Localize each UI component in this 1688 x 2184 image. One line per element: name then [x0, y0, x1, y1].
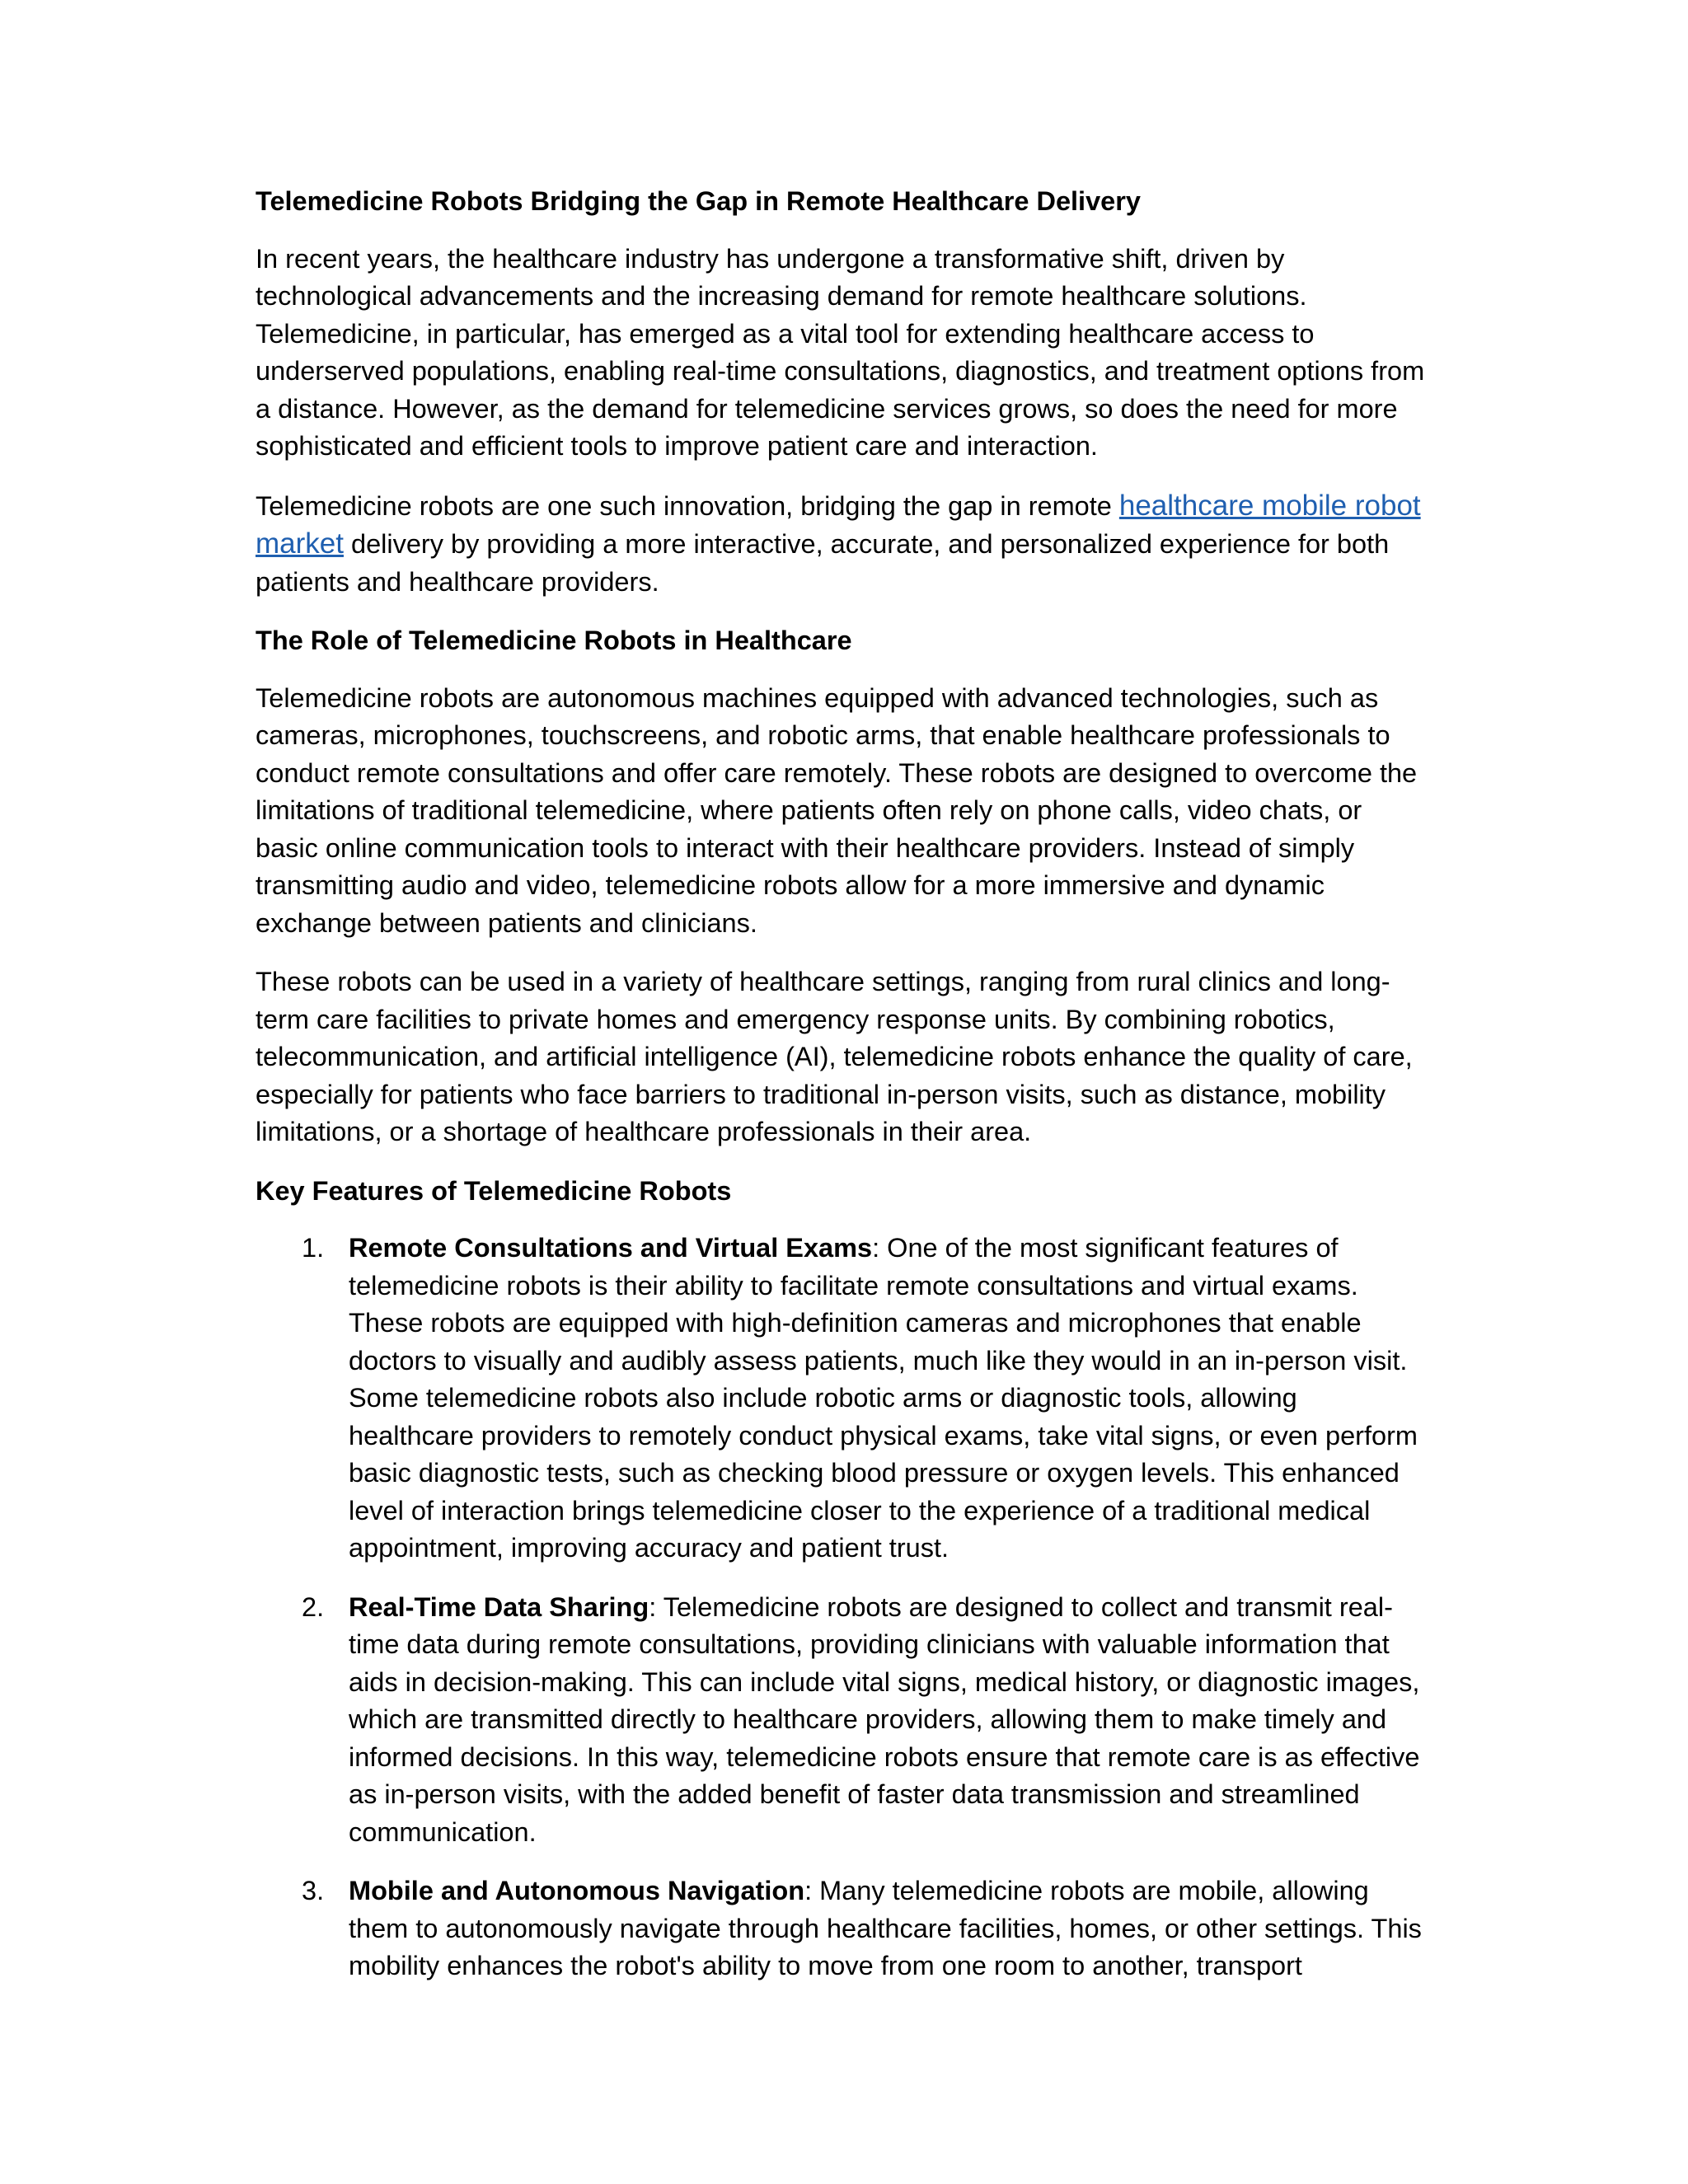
list-item-term: Real-Time Data Sharing — [349, 1591, 649, 1622]
list-item — [256, 1589, 1426, 1852]
role-section-heading: The Role of Telemedicine Robots in Healthcare — [256, 626, 852, 655]
intro-paragraph-2 — [256, 487, 1426, 602]
list-item — [256, 1872, 1426, 1985]
list-item-term: Mobile and Autonomous Navigation — [349, 1876, 805, 1905]
features-section-heading: Key Features of Telemedicine Robots — [256, 1175, 732, 1206]
list-item-text: : Telemedicine robots are designed to collect and transmit real-time data during remote consultations, providing clinicians with valuable information that aids in decision-making. This can include vital signs, medical history, or diagnostic images, which are transmitted directly to healthcare providers, allowing them to make timely and informed decisions. In this way, telemedicine robots ensure that remote care is as effective as in-person visits, with the added benefit of faster data transmission and streamlined communication. — [349, 1591, 1420, 1847]
list-item-number: 2. — [302, 1591, 325, 1622]
list-item-number: 3. — [302, 1876, 325, 1905]
list-item-text: : One of the most significant features of telemedicine robots is their ability to facilitate remote consultations and virtual exams. These robots are equipped with high-definition cameras and microphones that enable doctors to visually and audibly assess patients, much like they would in an in-person visit. Some telemedicine robots also include robotic arms or diagnostic tools, allowing healthcare providers to remotely conduct physical exams, take vital signs, or even perform basic diagnostic tests, such as checking blood pressure or oxygen levels. This enhanced level of interaction brings telemedicine closer to the experience of a traditional medical appointment, improving accuracy and patient trust. — [349, 1233, 1418, 1563]
features-list — [256, 1230, 1426, 1985]
intro-paragraph-2-lead: Telemedicine robots are one such innovation, bridging the gap in remote — [256, 490, 1119, 521]
list-item-term: Remote Consultations and Virtual Exams — [349, 1233, 873, 1263]
intro-paragraph-1: In recent years, the healthcare industry has undergone a transformative shift, driven by technological advancements and the increasing demand for remote healthcare solutions. Telemedicine, in particular, has emerged as a vital tool for extending healthcare access to underserved populations, enabling real-time consultations, diagnostics, and treatment options from a distance. However, as the demand for telemedicine services grows, so does the need for more sophisticated and efficient tools to improve patient care and interaction. — [256, 243, 1425, 461]
list-item-text: : Many telemedicine robots are mobile, allowing them to autonomously navigate through healthcare facilities, homes, or other settings. This mobility enhances the robot's ability to move from one room to another, transport — [349, 1876, 1422, 1980]
list-item — [256, 1230, 1426, 1568]
role-paragraph-1: Telemedicine robots are autonomous machines equipped with advanced technologies, such as cameras, microphones, touchscreens, and robotic arms, that enable healthcare professionals to conduct remote consultations and offer care remotely. These robots are designed to overcome the limitations of traditional telemedicine, where patients often rely on phone calls, video chats, or basic online communication tools to interact with their healthcare providers. Instead of simply transmitting audio and video, telemedicine robots allow for a more immersive and dynamic exchange between patients and clinicians. — [256, 682, 1418, 938]
document-page — [256, 183, 1426, 2007]
role-paragraph-2: These robots can be used in a variety of healthcare settings, ranging from rural clinics and long-term care facilities to private homes and emergency response units. By combining robotics, telecommunication, and artificial intelligence (AI), telemedicine robots enhance the quality of care, especially for patients who face barriers to traditional in-person visits, such as distance, mobility limitations, or a shortage of healthcare professionals in their area. — [256, 967, 1413, 1146]
list-item-number: 1. — [302, 1233, 325, 1263]
healthcare-mobile-robot-market-link[interactable]: healthcare mobile robot market — [256, 489, 1421, 560]
document-title: Telemedicine Robots Bridging the Gap in Remote Healthcare Delivery — [256, 186, 1141, 216]
intro-paragraph-2-tail: delivery by providing a more interactive, accurate, and personalized experience for both patients and healthcare providers. — [256, 529, 1390, 597]
